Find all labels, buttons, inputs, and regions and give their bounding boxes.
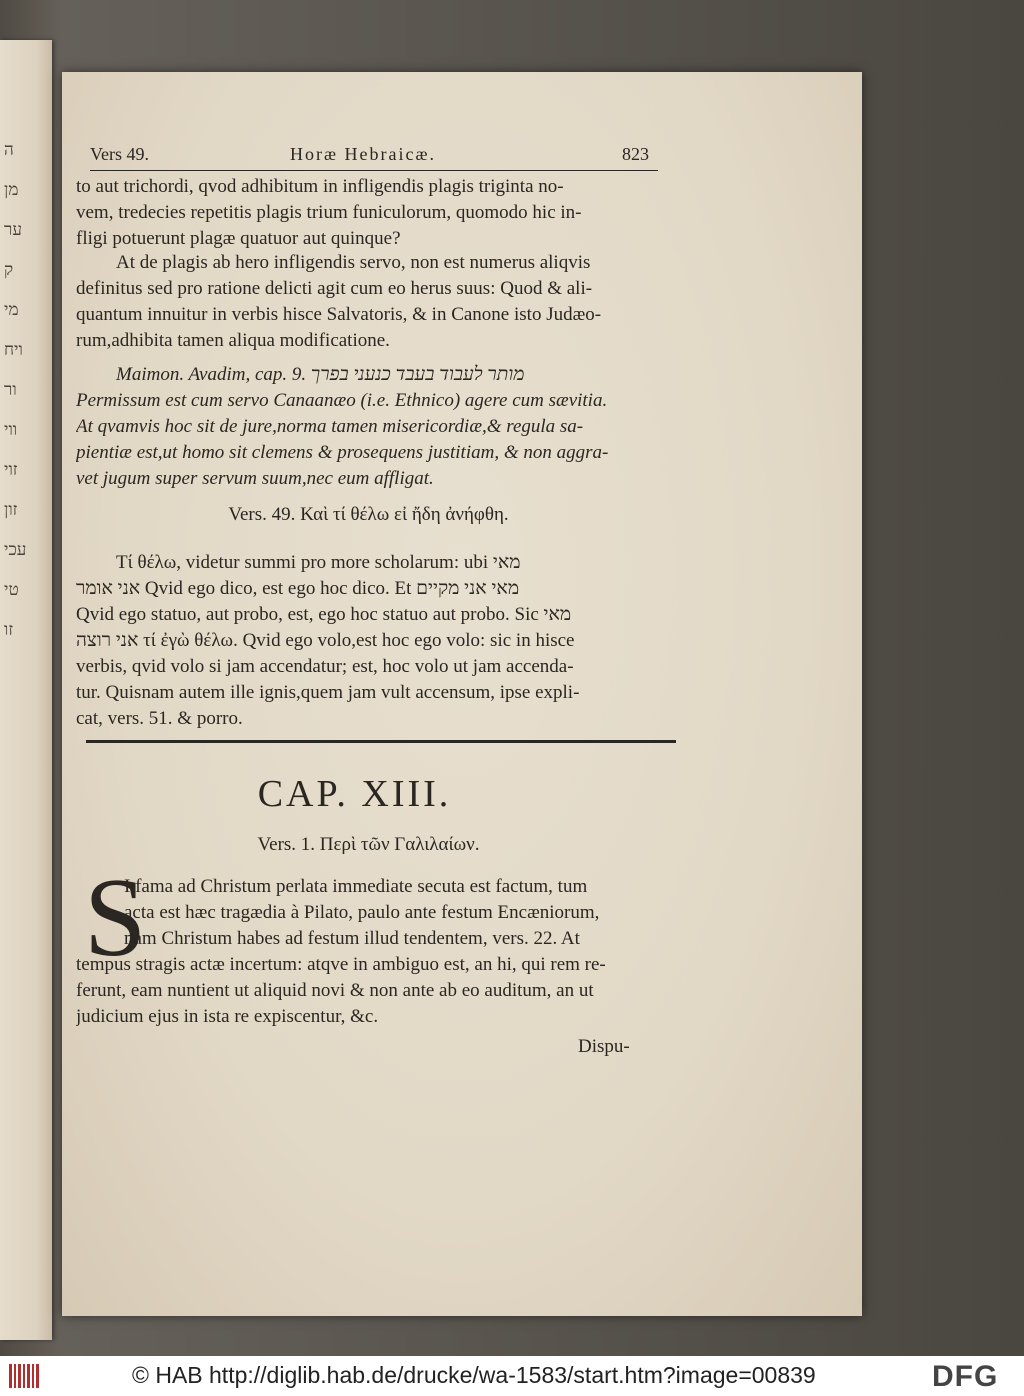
p1-line: to aut trichordi, qvod adhibitum in infligendis plagis triginta no- [76,176,564,197]
p5-line: judicium ejus in ista re expiscentur, &c. [76,1006,379,1027]
catchword: Dispu- [578,1036,630,1057]
p4-line: Τί θέλω, videtur summi pro more scholarum: ubi מאי [116,552,521,573]
p3-line: pientiæ est,ut homo sit clemens & prosequens justitiam, & non aggra- [76,442,609,463]
p5-line: tempus stragis actæ incertum: atqve in ambiguo est, an hi, qui rem re- [76,954,606,975]
left-page-fragment: ער [4,220,22,239]
dfg-logo: DFG [932,1360,999,1393]
p4-line: tur. Quisnam autem ille ignis,quem jam vult accensum, ipse expli- [76,682,580,703]
barcode-logo-icon [8,1362,40,1390]
page-number: 823 [622,144,649,164]
left-page-edge [0,40,52,1340]
verse-49-heading: Vers. 49. Καὶ τί θέλω εἰ ἤδη ἀνήφθη. [228,504,509,525]
verse-1-heading: Vers. 1. Περὶ τῶν Γαλιλαίων. [257,834,480,855]
p3-line: Maimon. Avadim, cap. 9. מותר לעבוד בעבד כנעני בפרך [116,364,525,385]
p5-line: acta est hæc tragædia à Pilato, paulo ante festum Encæniorum, [124,902,600,923]
p4-line: verbis, qvid volo si jam accendatur; est, hoc volo ut jam accenda- [76,656,574,677]
p1-line: fligi potuerunt plagæ quatuor aut quinque? [76,228,401,249]
p3-line: At qvamvis hoc sit de jure,norma tamen misericordiæ,& regula sa- [76,416,584,437]
chapter-separator-rule [86,740,676,743]
left-page-fragment: זו [4,620,14,639]
left-page-fragment: ויח [4,340,23,359]
p4-line: cat, vers. 51. & porro. [76,708,243,729]
left-page-fragment: ק [4,260,14,279]
p5-line: I fama ad Christum perlata immediate secuta est factum, tum [124,876,588,897]
p3-line: Permissum est cum servo Canaanæo (i.e. Ethnico) agere cum sævitia. [76,390,608,411]
p2-line: definitus sed pro ratione delicti agit cum eo herus suus: Quod & ali- [76,278,593,299]
p5-line: ferunt, eam nuntient ut aliquid novi & non ante ab eo auditum, an ut [76,980,594,1001]
p1-line: vem, tredecies repetitis plagis trium funiculorum, quomodo hic in- [76,202,582,223]
left-page-fragment: ור [4,380,17,399]
left-page-fragment: ה [4,140,14,159]
left-page-fragment: טי [4,580,19,599]
left-page-fragment: זוי [4,460,18,479]
left-page-fragment: מן [4,180,19,199]
left-page-fragment: מי [4,300,19,319]
left-page-fragment: עכי [4,540,27,559]
header-rule [90,170,658,171]
running-head [90,144,655,172]
viewer-footer [0,1356,1024,1396]
source-link[interactable]: © HAB http://diglib.hab.de/drucke/wa-1583/start.htm?image=00839 [132,1362,816,1388]
chapter-heading: CAP. XIII. [257,773,452,815]
p2-line: rum,adhibita tamen aliqua modificatione. [76,330,390,351]
header-verse: Vers 49. [90,144,149,164]
drop-capital: S [84,856,147,980]
left-page-fragment: זון [4,500,18,519]
left-page-fragment: ווי [4,420,18,439]
header-title: Horæ Hebraicæ. [290,144,436,164]
book-page [62,72,862,1316]
p4-line: אני רוצה τί ἐγὼ θέλω. Qvid ego volo,est hoc ego volo: sic in hisce [76,630,575,651]
p2-line: At de plagis ab hero infligendis servo, non est numerus aliqvis [116,252,591,273]
p5-line: nam Christum habes ad festum illud tendentem, vers. 22. At [124,928,580,949]
p2-line: quantum innuitur in verbis hisce Salvatoris, & in Canone isto Judæo- [76,304,602,325]
p4-line: Qvid ego statuo, aut probo, est, ego hoc statuo aut probo. Sic מאי [76,604,572,625]
p4-line: אני אומר Qvid ego dico, est ego hoc dico. Et מאי אני מקיים [76,578,520,599]
p3-line: vet jugum super servum suum,nec eum affligat. [76,468,434,489]
